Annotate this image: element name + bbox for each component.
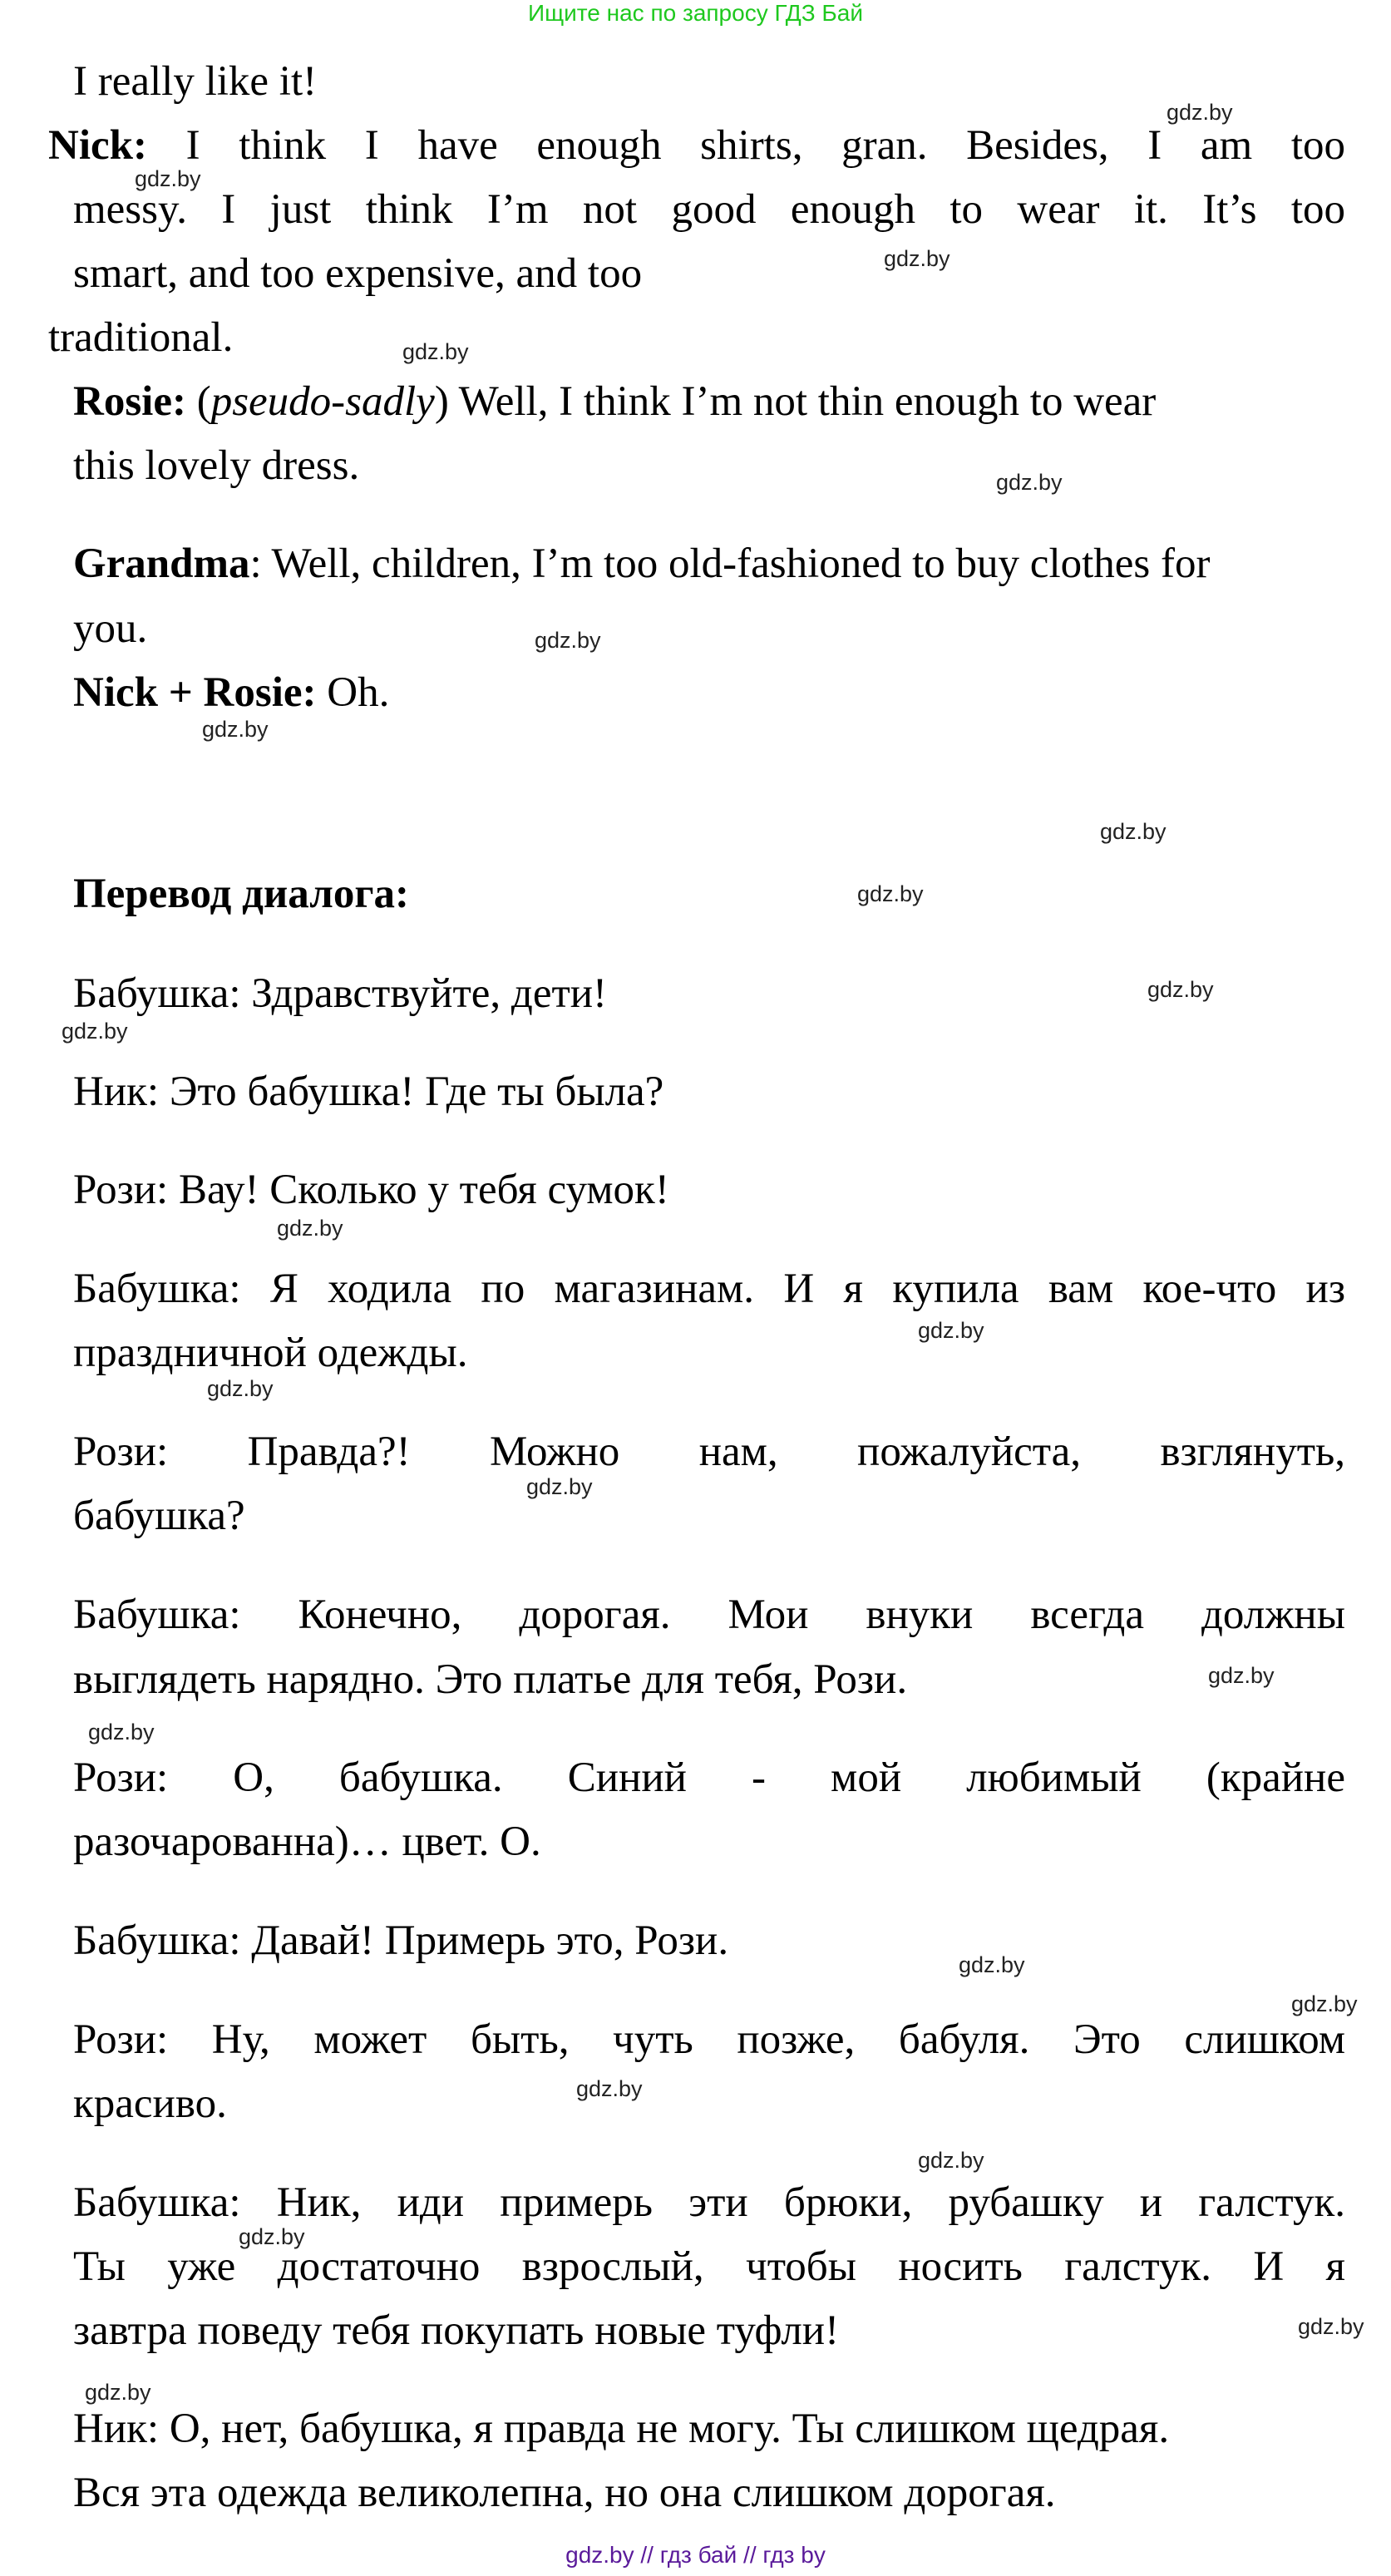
- translation-line: Вся эта одежда великолепна, но она слишком дорогая.: [73, 2470, 1056, 2516]
- footer-links[interactable]: gdz.by // гдз бай // гдз by: [565, 2542, 826, 2568]
- translation-line: Рози: Правда?! Можно нам, пожалуйста, взглянуть,: [73, 1429, 1345, 1475]
- dialog-line: you.: [73, 605, 148, 652]
- dialog-text: Well, I think I’m not thin enough to wear: [458, 378, 1157, 425]
- translation-line: Рози: Ну, может быть, чуть позже, бабуля. Это слишком: [73, 2016, 1345, 2063]
- translation-line: бабушка?: [73, 1493, 245, 1539]
- translation-line: разочарованна)… цвет. О.: [73, 1818, 541, 1865]
- watermark: gdz.by: [85, 2380, 151, 2405]
- translation-line: праздничной одежды.: [73, 1330, 468, 1376]
- paren: (: [196, 378, 211, 425]
- watermark: gdz.by: [277, 1216, 343, 1241]
- watermark: gdz.by: [1147, 977, 1214, 1002]
- paren: ): [434, 378, 449, 425]
- watermark: gdz.by: [918, 2148, 984, 2173]
- speaker-label: Nick + Rosie:: [73, 669, 317, 716]
- dialog-line: this lovely dress.: [73, 442, 360, 489]
- watermark: gdz.by: [88, 1720, 155, 1744]
- watermark: gdz.by: [576, 2076, 643, 2101]
- watermark: gdz.by: [202, 717, 269, 742]
- translation-line: Рози: О, бабушка. Синий - мой любимый (крайне: [73, 1754, 1345, 1801]
- watermark: gdz.by: [239, 2224, 305, 2249]
- translation-line: Ник: О, нет, бабушка, я правда не могу. Ты слишком щедрая.: [73, 2406, 1170, 2452]
- watermark: gdz.by: [402, 339, 469, 364]
- dialog-text: Oh.: [327, 669, 390, 716]
- translation-line: красиво.: [73, 2080, 227, 2127]
- watermark: gdz.by: [207, 1376, 274, 1401]
- dialog-line: traditional.: [48, 314, 234, 361]
- watermark: gdz.by: [918, 1318, 984, 1343]
- speaker-label: Nick:: [48, 122, 147, 169]
- translation-line: Бабушка: Я ходила по магазинам. И я купила вам кое-что из: [73, 1266, 1345, 1312]
- watermark: gdz.by: [996, 470, 1063, 495]
- translation-line: Рози: Вау! Сколько у тебя сумок!: [73, 1167, 669, 1213]
- watermark: gdz.by: [135, 166, 201, 191]
- translation-line: Ты уже достаточно взрослый, чтобы носить галстук. И я: [73, 2243, 1345, 2290]
- watermark: gdz.by: [535, 628, 601, 653]
- dialog-line: messy. I just think I’m not good enough to wear it. It’s too: [73, 186, 1345, 233]
- dialog-line-grandma: [73, 539, 1210, 589]
- dialog-text: I think I have enough shirts, gran. Besides, I am too: [185, 122, 1346, 169]
- dialog-line-rosie: [73, 377, 1156, 427]
- watermark: gdz.by: [526, 1474, 593, 1499]
- speaker-label: Rosie:: [73, 378, 186, 425]
- watermark: gdz.by: [1100, 819, 1167, 844]
- translation-line: Бабушка: Ник, иди примерь эти брюки, рубашку и галстук.: [73, 2179, 1345, 2226]
- watermark: gdz.by: [884, 246, 950, 271]
- stage-direction: pseudo-sadly: [210, 378, 435, 425]
- dialog-line-both: [73, 668, 389, 718]
- translation-line: завтра поведу тебя покупать новые туфли!: [73, 2307, 840, 2354]
- translation-line: Ник: Это бабушка! Где ты была?: [73, 1068, 664, 1115]
- translation-line: Бабушка: Давай! Примерь это, Рози.: [73, 1917, 729, 1964]
- watermark: gdz.by: [62, 1019, 128, 1044]
- dialog-line-nick: [48, 121, 1345, 170]
- watermark: gdz.by: [1208, 1663, 1275, 1688]
- dialog-line: smart, and too expensive, and too: [73, 250, 643, 297]
- dialog-text: : Well, children, I’m too old-fashioned to buy clothes for: [249, 540, 1211, 587]
- watermark: gdz.by: [1167, 100, 1233, 125]
- watermark: gdz.by: [857, 881, 924, 906]
- speaker-label: Grandma: [73, 540, 250, 587]
- watermark: gdz.by: [959, 1952, 1025, 1977]
- site-banner[interactable]: Ищите нас по запросу ГДЗ Бай: [527, 0, 864, 26]
- translation-line: Бабушка: Здравствуйте, дети!: [73, 970, 608, 1017]
- translation-line: Бабушка: Конечно, дорогая. Мои внуки всегда должны: [73, 1591, 1345, 1638]
- watermark: gdz.by: [1291, 1991, 1358, 2016]
- dialog-line: I really like it!: [73, 58, 318, 105]
- translation-line: выглядеть нарядно. Это платье для тебя, Рози.: [73, 1656, 908, 1703]
- section-title: Перевод диалога:: [73, 871, 409, 917]
- watermark: gdz.by: [1298, 2314, 1364, 2339]
